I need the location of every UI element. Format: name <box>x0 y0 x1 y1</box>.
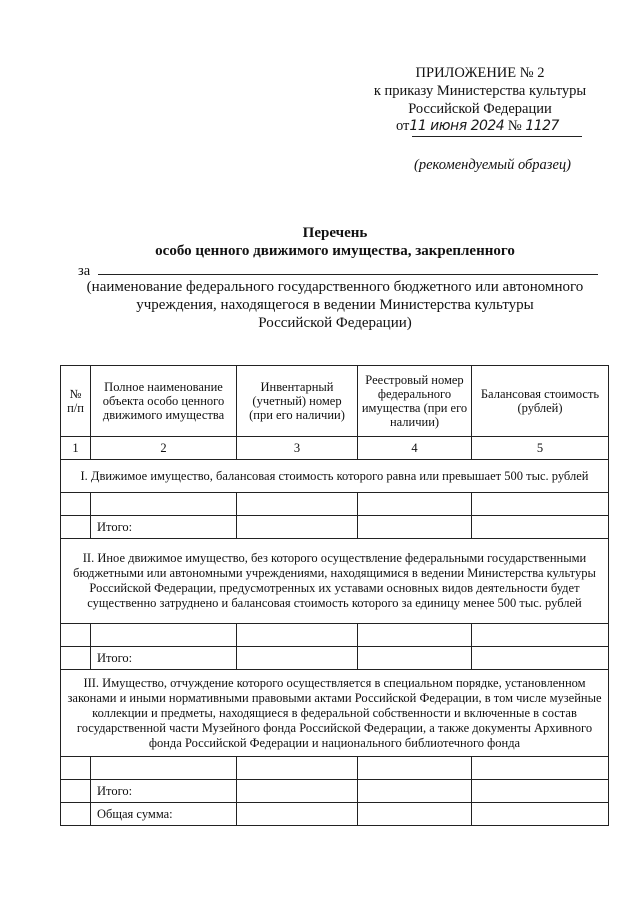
property-table <box>60 365 609 826</box>
za-label: за <box>78 263 91 279</box>
title-line1: Перечень <box>302 225 368 241</box>
subtotal-row <box>61 647 609 670</box>
col-num: 5 <box>472 437 609 460</box>
col-num: 3 <box>237 437 358 460</box>
section-row <box>61 670 609 757</box>
table-cell[interactable] <box>237 757 358 780</box>
institution-name-blank[interactable] <box>98 274 598 275</box>
total-label: Общая сумма: <box>91 803 237 826</box>
table-cell[interactable] <box>472 780 609 803</box>
col-num: 2 <box>91 437 237 460</box>
table-cell[interactable] <box>472 757 609 780</box>
document-title <box>60 224 610 260</box>
table-cell[interactable] <box>472 516 609 539</box>
table-row <box>61 624 609 647</box>
table-cell[interactable] <box>358 757 472 780</box>
table-cell[interactable] <box>61 757 91 780</box>
table-cell[interactable] <box>472 624 609 647</box>
table-cell <box>61 803 91 826</box>
section-row <box>61 539 609 624</box>
caption-line3: Российской Федерации) <box>258 315 412 331</box>
table-cell[interactable] <box>237 624 358 647</box>
col-num: 1 <box>61 437 91 460</box>
caption-line2: учреждения, находящегося в ведении Министерства культуры <box>136 297 534 313</box>
table-cell[interactable] <box>472 493 609 516</box>
table-cell[interactable] <box>358 493 472 516</box>
table-cell[interactable] <box>237 493 358 516</box>
from-prefix: от <box>396 118 410 134</box>
header-row <box>61 366 609 437</box>
institution-caption <box>60 278 610 332</box>
table-cell[interactable] <box>91 493 237 516</box>
subtotal-label: Итого: <box>91 780 237 803</box>
table-cell[interactable] <box>358 780 472 803</box>
appendix-number: ПРИЛОЖЕНИЕ № 2 <box>415 65 545 81</box>
table-cell <box>61 780 91 803</box>
table-cell[interactable] <box>91 624 237 647</box>
total-row <box>61 803 609 826</box>
handwritten-date: 11 июня 2024 <box>409 118 505 134</box>
table-cell[interactable] <box>472 803 609 826</box>
col-header-number: № п/п <box>61 366 91 437</box>
number-prefix: № <box>507 118 522 134</box>
subtotal-row <box>61 516 609 539</box>
order-reference-line2: Российской Федерации <box>408 101 552 117</box>
table-cell[interactable] <box>237 516 358 539</box>
caption-line1: (наименование федерального государственного бюджетного или автономного <box>86 279 584 295</box>
order-date-number <box>396 118 588 135</box>
order-reference-line1: к приказу Министерства культуры <box>373 83 587 99</box>
title-line2: особо ценного движимого имущества, закрепленного <box>155 243 515 259</box>
col-num: 4 <box>358 437 472 460</box>
column-number-row <box>61 437 609 460</box>
table-row <box>61 757 609 780</box>
section2-heading: II. Иное движимое имущество, без которого осуществление федеральными государственными бюджетными или автономными учреждениями, находящимися в ведении Министерства культуры Российской Федерации, предусмотренных их уставами основных видов деятельности будет существенно затруднено и балансовая стоимость которого за единицу менее 500 тыс. рублей <box>61 539 609 624</box>
col-header-balance: Балансовая стоимость (рублей) <box>472 366 609 437</box>
section1-heading: I. Движимое имущество, балансовая стоимость которого равна или превышает 500 тыс. рублей <box>61 460 609 493</box>
section-row <box>61 460 609 493</box>
col-header-registry: Реестровый номер федерального имущества (при его наличии) <box>358 366 472 437</box>
col-header-name: Полное наименование объекта особо ценного движимого имущества <box>91 366 237 437</box>
handwritten-number: 1127 <box>525 118 559 134</box>
table-cell[interactable] <box>358 624 472 647</box>
subtotal-row <box>61 780 609 803</box>
subtotal-label: Итого: <box>91 647 237 670</box>
table-row <box>61 493 609 516</box>
table-cell[interactable] <box>472 647 609 670</box>
table-cell <box>61 647 91 670</box>
appendix-header <box>360 64 600 118</box>
recommended-sample-note: (рекомендуемый образец) <box>414 157 571 173</box>
table-cell[interactable] <box>61 624 91 647</box>
table-cell[interactable] <box>237 803 358 826</box>
table-cell[interactable] <box>358 647 472 670</box>
col-header-inventory: Инвентарный (учетный) номер (при его наличии) <box>237 366 358 437</box>
table-cell <box>61 516 91 539</box>
table-cell[interactable] <box>358 516 472 539</box>
order-underline <box>412 136 582 137</box>
table-cell[interactable] <box>91 757 237 780</box>
table-cell[interactable] <box>237 780 358 803</box>
table-cell[interactable] <box>358 803 472 826</box>
subtotal-label: Итого: <box>91 516 237 539</box>
table-cell[interactable] <box>237 647 358 670</box>
section3-heading: III. Имущество, отчуждение которого осуществляется в специальном порядке, установленном законами и иными нормативными правовыми актами Российской Федерации, в том числе музейные коллекции и предметы, находящиеся в федеральной собственности и включенные в состав государственной части Музейного фонда Российской Федерации, а также документы Архивного фонда Российской Федерации и национального библиотечного фонда <box>61 670 609 757</box>
table-cell[interactable] <box>61 493 91 516</box>
